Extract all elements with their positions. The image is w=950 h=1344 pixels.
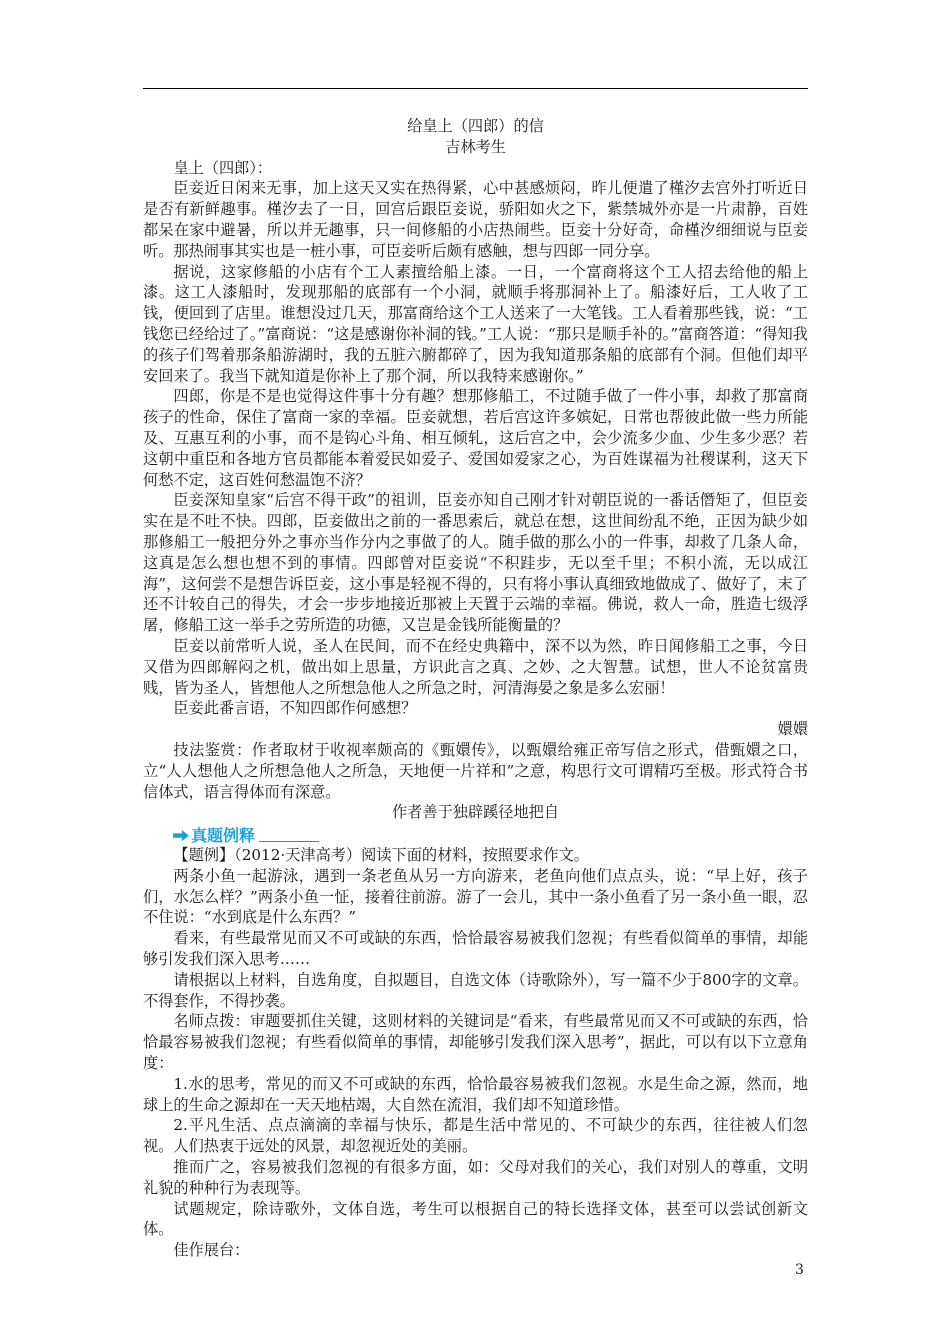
heading-underline bbox=[259, 841, 319, 842]
letter-paragraph: 臣妾此番言语，不知四郎作何感想？ bbox=[173, 699, 417, 718]
document-body bbox=[143, 116, 808, 1261]
example-intro: 【题例】（2012·天津高考）阅读下面的材料，按照要求作文。 bbox=[173, 846, 589, 865]
letter-title: 给皇上（四郎）的信 bbox=[407, 117, 544, 135]
example-paragraph: 2.平凡生活、点点滴滴的幸福与快乐，都是生活中常见的、不可缺少的东西，往往被人们忽视。人们热衷于远处的风景，却忽视近处的美丽。 bbox=[143, 1116, 808, 1156]
letter-paragraph: 据说，这家修船的小店有个工人素擅给船上漆。一日，一个富商将这个工人招去给他的船上漆。这工人漆船时，发现那船的底部有一个小洞，就顺手将那洞补上了。船漆好后，工人收了工钱，便回到了店里。谁想没过几天，那富商给这个工人送来了一大笔钱。工人看着那些钱，说：“工钱您已经给过了。”富商说：“这是感谢你补洞的钱。”工人说：“那只是顺手补的。”富商答道：“得知我的孩子们驾着那条船游湖时，我的五脏六腑都碎了，因为我知道那条船的底部有个洞。但他们却平安回来了。我当下就知道是你补上了那个洞，所以我特来感谢你。” bbox=[143, 262, 808, 385]
letter-paragraph: 四郎，你是不是也觉得这件事十分有趣？想那修船工，不过随手做了一件小事，却救了那富商孩子的性命，保住了富商一家的幸福。臣妾就想，若后宫这许多嫔妃，日常也帮彼此做一些力所能及、互惠互利的小事，而不是钩心斗角、相互倾轧，这后宫之中，会少流多少血、少生多少恶？若这朝中重臣和各地方官员都能本着爱民如爱子、爱国如爱家之心，为百姓谋福为社稷谋利，这天下何愁不定，这百姓何愁温饱不济？ bbox=[143, 387, 808, 489]
next-section-title: 作者善于独辟蹊径地把自 bbox=[391, 803, 560, 822]
example-paragraph: 1.水的思考，常见的而又不可或缺的东西，恰恰最容易被我们忽视。水是生命之源，然而，地球上的生命之源却在一天天地枯竭，大自然在流泪，我们却不知道珍惜。 bbox=[143, 1074, 808, 1114]
example-paragraph: 请根据以上材料，自选角度，自拟题目，自选文体（诗歌除外），写一篇不少于800字的文章。不得套作，不得抄袭。 bbox=[143, 970, 808, 1010]
letter-salutation: 皇上（四郎）： bbox=[173, 158, 273, 177]
arrow-right-icon bbox=[173, 830, 189, 841]
letter-author: 吉林考生 bbox=[445, 137, 506, 156]
letter-signature: 嬛嬛 bbox=[777, 720, 808, 739]
letter-paragraph: 臣妾深知皇家“后宫不得干政”的祖训，臣妾亦知自己刚才针对朝臣说的一番话僭矩了，但臣妾实在是不吐不快。四郎，臣妾做出之前的一番思索后，就总在想，这世间纷乱不绝，正因为缺少如那修船工一般把分外之事亦当作分内之事做了的人。随手做的那么小的一件事，却救了几条人命，这真是怎么想也想不到的事情。四郎曾对臣妾说“不积跬步，无以至千里；不积小流，无以成江海”，这何尝不是想告诉臣妾，这小事是轻视不得的，只有将小事认真细致地做成了、做好了，末了还不计较自己的得失，才会一步步地接近那被上天置于云端的幸福。佛说，救人一命，胜造七级浮屠，修船工这一举手之劳所造的功德，又岂是金钱所能衡量的？ bbox=[143, 491, 808, 635]
letter-paragraph: 臣妾近日闲来无事，加上这天又实在热得紧，心中甚感烦闷，昨儿便遣了槿汐去宫外打听近日是否有新鲜趣事。槿汐去了一日，回宫后跟臣妾说，骄阳如火之下，紫禁城外亦是一片肃静，百姓都呆在家中避暑，所以并无趣事，只一间修船的小店热闹些。臣妾十分好奇，命槿汐细细说与臣妾听。那热闹事其实也是一桩小事，可臣妾听后颇有感触，想与四郎一同分享。 bbox=[143, 179, 808, 260]
section-heading-label: 真题例释 bbox=[191, 826, 256, 846]
letter-paragraph: 臣妾以前常听人说，圣人在民间，而不在经史典籍中，深不以为然，昨日闻修船工之事，今日又借为四郎解闷之机，做出如上思量，方识此言之真、之妙、之大智慧。试想，世人不论贫富贵贱，皆为圣人，皆想他人之所想急他人之所急之时，河清海晏之象是多么宏丽！ bbox=[143, 636, 808, 697]
example-paragraph: 推而广之，容易被我们忽视的有很多方面，如：父母对我们的关心，我们对别人的尊重，文明礼貌的种种行为表现等。 bbox=[143, 1158, 808, 1197]
example-paragraph: 两条小鱼一起游泳，遇到一条老鱼从另一方向游来，老鱼向他们点点头，说：“早上好，孩子们，水怎么样？”两条小鱼一怔，接着往前游。游了一会儿，其中一条小鱼看了另一条小鱼一眼，忍不住说：“水到底是什么东西？” bbox=[143, 866, 808, 927]
header-rule bbox=[143, 88, 808, 89]
example-paragraph: 名师点拨：审题要抓住关键，这则材料的关键词是“看来，有些最常见而又不可或缺的东西，恰恰最容易被我们忽视；有些看似简单的事情，却能够引发我们深入思考”，据此，可以有以下立意角度： bbox=[143, 1012, 808, 1073]
example-paragraph: 看来，有些最常见而又不可或缺的东西，恰恰最容易被我们忽视；有些看似简单的事情，却能够引发我们深入思考…… bbox=[143, 929, 808, 969]
example-paragraph: 佳作展台： bbox=[173, 1241, 250, 1260]
example-paragraph: 试题规定，除诗歌外，文体自选，考生可以根据自己的特长选择文体，甚至可以尝试创新文体。 bbox=[143, 1199, 808, 1239]
page-number: 3 bbox=[795, 1262, 804, 1278]
section-heading bbox=[173, 825, 808, 845]
appraisal-paragraph: 技法鉴赏：作者取材于收视率颇高的《甄嬛传》，以甄嬛给雍正帝写信之形式，借甄嬛之口，立“人人想他人之所想急他人之所急，天地便一片祥和”之意，构思行文可谓精巧至极。形式符合书信体式，语言得体而有深意。 bbox=[143, 740, 808, 801]
